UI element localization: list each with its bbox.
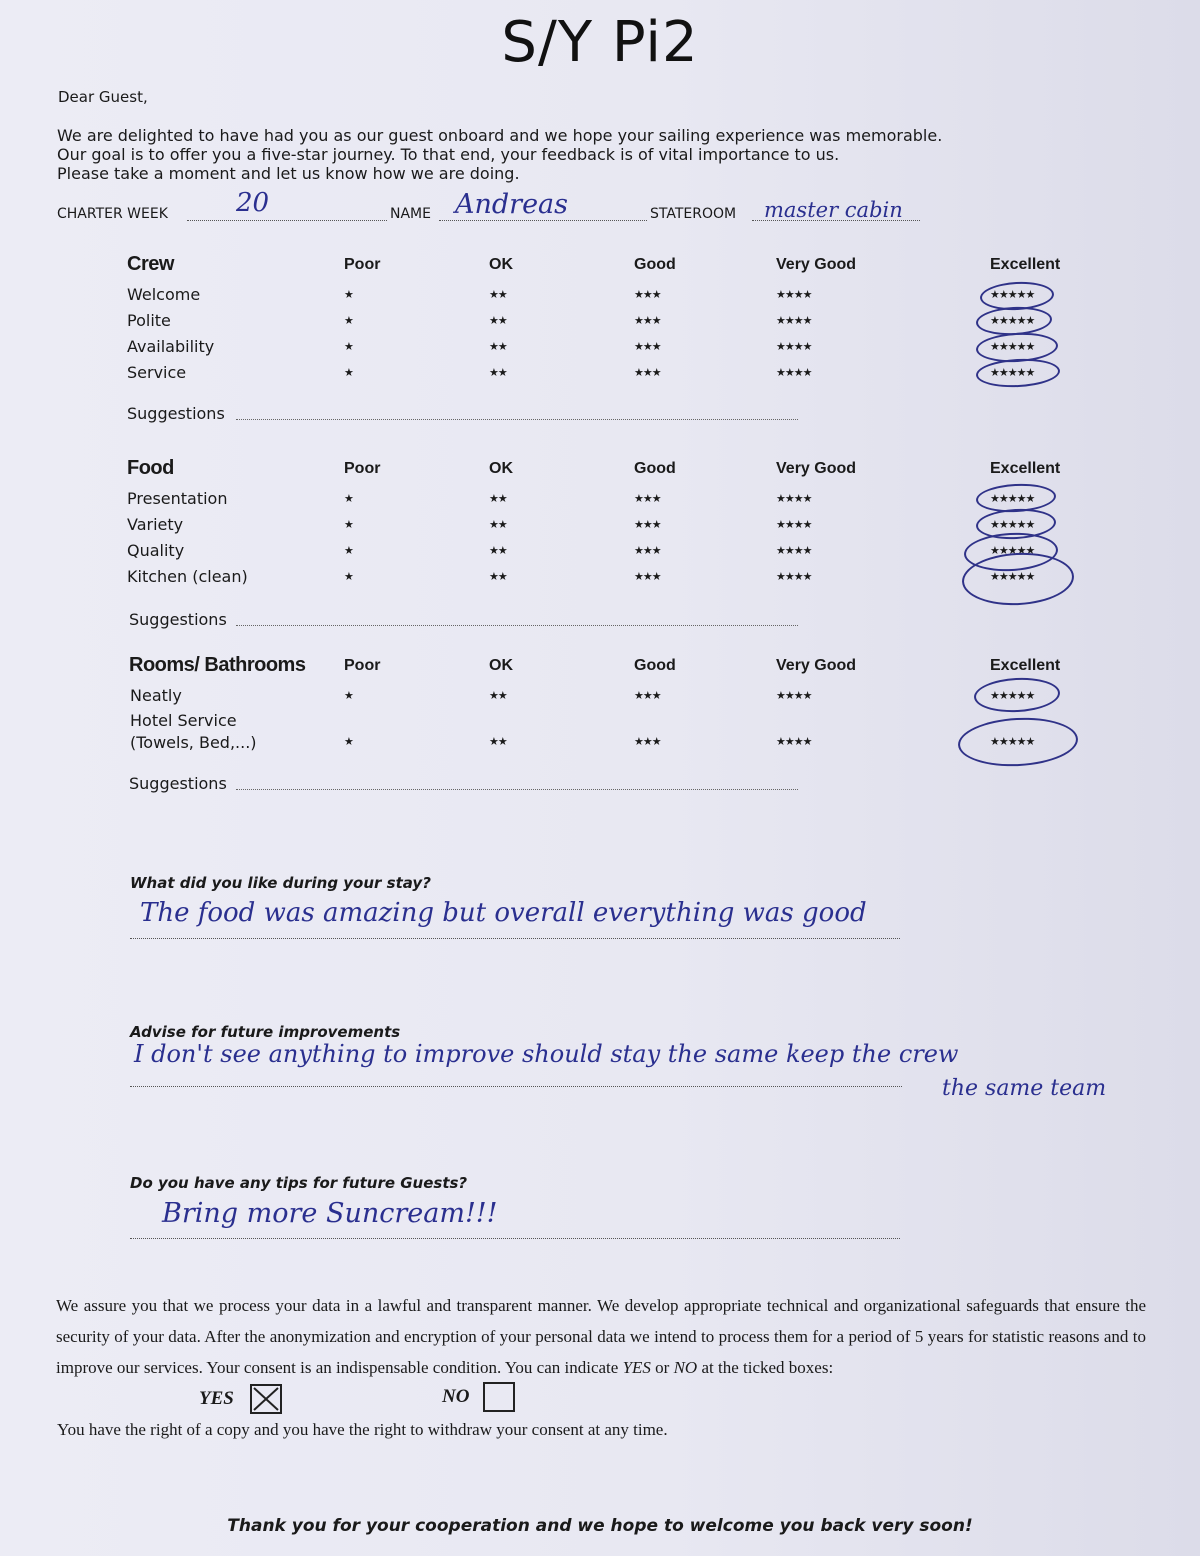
question-tips-line[interactable] (130, 1228, 900, 1239)
rating-option-excellent[interactable]: ★★★★★ (990, 492, 1035, 505)
name-label: NAME (390, 206, 431, 222)
rating-option-very-good[interactable]: ★★★★ (776, 689, 812, 702)
consent-no-label: NO (442, 1386, 470, 1407)
intro-line: We are delighted to have had you as our guest onboard and we hope your sailing experience was memorable. (57, 126, 943, 145)
rating-option-ok[interactable]: ★★ (489, 288, 507, 301)
suggestions-field[interactable] (236, 615, 798, 626)
rating-option-good[interactable]: ★★★ (634, 492, 661, 505)
rating-option-ok[interactable]: ★★ (489, 570, 507, 583)
stateroom-label: STATEROOM (650, 206, 737, 222)
suggestions-field[interactable] (236, 409, 798, 420)
section-title: Crew (127, 253, 174, 275)
column-header-very-good: Very Good (776, 256, 857, 273)
column-header-ok: OK (489, 657, 513, 674)
section-title: Rooms/ Bathrooms (129, 654, 306, 676)
question-liked-answer: The food was amazing but overall everything was good (140, 898, 867, 928)
rating-row-label: Quality (127, 541, 185, 560)
column-header-excellent: Excellent (990, 460, 1061, 477)
rating-option-poor[interactable]: ★ (344, 366, 353, 379)
name-value: Andreas (455, 189, 569, 220)
rating-option-good[interactable]: ★★★ (634, 518, 661, 531)
rating-option-very-good[interactable]: ★★★★ (776, 288, 812, 301)
suggestions-field[interactable] (236, 779, 798, 790)
rating-option-good[interactable]: ★★★ (634, 288, 661, 301)
selection-circle (975, 357, 1060, 389)
column-header-poor: Poor (344, 460, 381, 477)
rating-option-ok[interactable]: ★★ (489, 492, 507, 505)
rating-option-very-good[interactable]: ★★★★ (776, 518, 812, 531)
intro-line: Our goal is to offer you a five-star journey. To that end, your feedback is of vital importance to us. (57, 145, 840, 164)
page-title: S/Y Pi2 (501, 10, 699, 75)
rating-option-ok[interactable]: ★★ (489, 340, 507, 353)
rating-row-label: Kitchen (clean) (127, 567, 248, 586)
rating-row-label: Availability (127, 337, 215, 356)
column-header-excellent: Excellent (990, 256, 1061, 273)
rating-option-ok[interactable]: ★★ (489, 366, 507, 379)
rating-option-good[interactable]: ★★★ (634, 544, 661, 557)
privacy-statement (56, 1290, 1146, 1383)
rating-option-good[interactable]: ★★★ (634, 735, 661, 748)
rating-option-very-good[interactable]: ★★★★ (776, 314, 812, 327)
rating-option-ok[interactable]: ★★ (489, 314, 507, 327)
rating-option-good[interactable]: ★★★ (634, 340, 661, 353)
rating-option-ok[interactable]: ★★ (489, 689, 507, 702)
rating-option-poor[interactable]: ★ (344, 492, 353, 505)
rating-option-very-good[interactable]: ★★★★ (776, 492, 812, 505)
rating-option-good[interactable]: ★★★ (634, 314, 661, 327)
charter-week-field[interactable] (187, 206, 387, 221)
column-header-excellent: Excellent (990, 657, 1061, 674)
intro-text (57, 126, 942, 183)
question-liked-label: What did you like during your stay? (130, 874, 431, 892)
intro-line: Please take a moment and let us know how we are doing. (57, 164, 520, 183)
suggestions-label: Suggestions (129, 774, 227, 793)
column-header-good: Good (634, 256, 676, 273)
rating-row-label: Presentation (127, 489, 228, 508)
check-cross-icon (252, 1386, 280, 1412)
rating-row-label: Welcome (127, 285, 201, 304)
column-header-ok: OK (489, 256, 513, 273)
column-header-ok: OK (489, 460, 513, 477)
selection-circle (957, 715, 1079, 769)
greeting: Dear Guest, (58, 88, 148, 106)
question-improve-label: Advise for future improvements (130, 1023, 401, 1041)
rating-option-excellent[interactable]: ★★★★★ (990, 544, 1035, 557)
rating-option-good[interactable]: ★★★ (634, 570, 661, 583)
rating-option-excellent[interactable]: ★★★★★ (990, 518, 1035, 531)
rating-option-excellent[interactable]: ★★★★★ (990, 340, 1035, 353)
rating-option-poor[interactable]: ★ (344, 544, 353, 557)
stateroom-value: master cabin (764, 198, 903, 222)
column-header-good: Good (634, 460, 676, 477)
selection-circle (973, 676, 1061, 714)
rating-option-poor[interactable]: ★ (344, 314, 353, 327)
rating-option-poor[interactable]: ★ (344, 735, 353, 748)
rating-option-ok[interactable]: ★★ (489, 544, 507, 557)
consent-no-checkbox[interactable] (483, 1382, 515, 1412)
rating-row-label: Variety (127, 515, 184, 534)
privacy-text-no: NO (673, 1358, 698, 1377)
consent-yes-checkbox[interactable] (250, 1384, 282, 1414)
rating-option-poor[interactable]: ★ (344, 340, 353, 353)
rating-option-excellent[interactable]: ★★★★★ (990, 689, 1035, 702)
rating-option-excellent[interactable]: ★★★★★ (990, 735, 1035, 748)
rating-option-very-good[interactable]: ★★★★ (776, 570, 812, 583)
column-header-poor: Poor (344, 657, 381, 674)
consent-yes-label: YES (199, 1388, 234, 1409)
rating-option-very-good[interactable]: ★★★★ (776, 340, 812, 353)
rating-row-sublabel: (Towels, Bed,...) (130, 733, 257, 752)
suggestions-label: Suggestions (129, 610, 227, 629)
rating-option-very-good[interactable]: ★★★★ (776, 735, 812, 748)
rating-row-label: Polite (127, 311, 171, 330)
rating-option-poor[interactable]: ★ (344, 288, 353, 301)
question-improve-answer: I don't see anything to improve should stay the same keep the crew (134, 1040, 959, 1068)
rating-option-poor[interactable]: ★ (344, 570, 353, 583)
rating-option-good[interactable]: ★★★ (634, 366, 661, 379)
column-header-good: Good (634, 657, 676, 674)
rating-option-excellent[interactable]: ★★★★★ (990, 366, 1035, 379)
rating-option-excellent[interactable]: ★★★★★ (990, 288, 1035, 301)
suggestions-label: Suggestions (127, 404, 225, 423)
charter-week-label: CHARTER WEEK (57, 206, 168, 222)
rating-option-ok[interactable]: ★★ (489, 735, 507, 748)
rating-option-excellent[interactable]: ★★★★★ (990, 570, 1035, 583)
rating-option-good[interactable]: ★★★ (634, 689, 661, 702)
column-header-very-good: Very Good (776, 460, 857, 477)
privacy-text: or (650, 1358, 674, 1377)
privacy-text-yes: YES (622, 1358, 651, 1377)
column-header-very-good: Very Good (776, 657, 857, 674)
privacy-text: at the ticked boxes: (697, 1358, 834, 1377)
rating-option-poor[interactable]: ★ (344, 518, 353, 531)
rating-option-very-good[interactable]: ★★★★ (776, 366, 812, 379)
column-header-poor: Poor (344, 256, 381, 273)
question-improve-answer-continued: the same team (942, 1076, 1107, 1101)
thank-you-note: Thank you for your cooperation and we hope to welcome you back very soon! (227, 1516, 973, 1536)
rating-option-ok[interactable]: ★★ (489, 518, 507, 531)
charter-week-value: 20 (236, 188, 270, 218)
question-tips-label: Do you have any tips for future Guests? (130, 1174, 468, 1192)
rights-text: You have the right of a copy and you have the right to withdraw your consent at any time. (57, 1420, 668, 1439)
rating-option-excellent[interactable]: ★★★★★ (990, 314, 1035, 327)
rating-row-label: Service (127, 363, 187, 382)
section-title: Food (127, 457, 174, 479)
question-improve-line[interactable] (130, 1076, 902, 1087)
rating-option-poor[interactable]: ★ (344, 689, 353, 702)
question-tips-answer: Bring more Suncream!!! (162, 1198, 498, 1229)
privacy-text: We assure you that we process your data in a lawful and transparent manner. We develop appropriate technical and organizational safeguards that ensure the security of your data. After the anonymization and encryption of your personal data we intend to process them for a period of 5 years for statistic reasons and to improve our services. Your consent is an indispensable condition. You can indicate (56, 1296, 1146, 1377)
question-liked-line[interactable] (130, 928, 900, 939)
rating-row-label: Hotel Service (130, 711, 237, 730)
rating-option-very-good[interactable]: ★★★★ (776, 544, 812, 557)
rating-row-label: Neatly (130, 686, 182, 705)
